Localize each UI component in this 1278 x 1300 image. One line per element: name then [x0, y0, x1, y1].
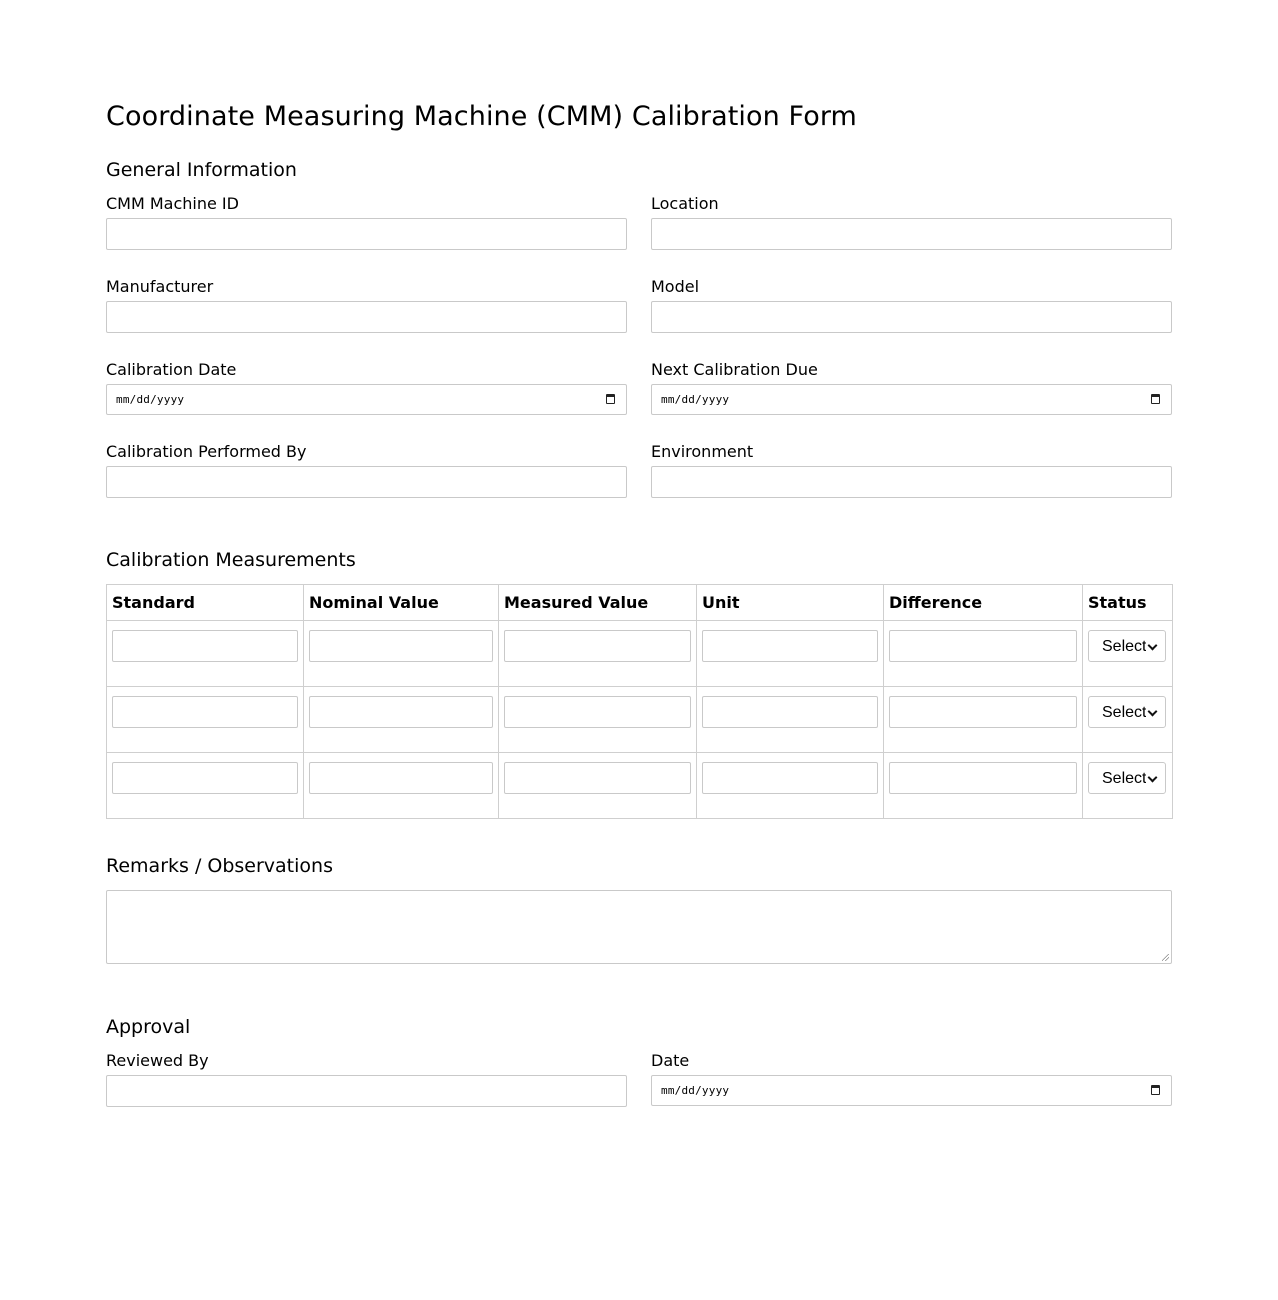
model-label: Model: [651, 277, 700, 296]
calendar-icon[interactable]: [1151, 394, 1160, 404]
cell-measured: [499, 753, 697, 819]
calibration-date-placeholder: mm/dd/yyyy: [116, 393, 185, 406]
difference-input[interactable]: [889, 630, 1077, 662]
status-select-value: Select: [1102, 704, 1146, 721]
next-due-placeholder: mm/dd/yyyy: [661, 393, 730, 406]
measurements-table: [106, 584, 1173, 819]
column-header-difference: Difference: [884, 585, 1083, 621]
difference-input[interactable]: [889, 762, 1077, 794]
cell-status: [1083, 687, 1173, 753]
column-header-measured: Measured Value: [499, 585, 697, 621]
performed-by-input[interactable]: [106, 466, 627, 498]
section-title-general: General Information: [106, 159, 297, 181]
field-calibration-date: [106, 360, 627, 415]
calibration-date-label: Calibration Date: [106, 360, 237, 379]
cell-difference: [884, 753, 1083, 819]
section-title-approval: Approval: [106, 1016, 191, 1038]
resize-handle-icon[interactable]: [1162, 954, 1169, 961]
chevron-down-icon: [1148, 641, 1158, 651]
unit-input[interactable]: [702, 762, 878, 794]
nominal-value-input[interactable]: [309, 762, 493, 794]
section-title-measurements: Calibration Measurements: [106, 549, 356, 571]
table-header-row: [107, 585, 1173, 621]
standard-input[interactable]: [112, 762, 298, 794]
status-select-value: Select: [1102, 770, 1146, 787]
cell-difference: [884, 687, 1083, 753]
column-header-nominal: Nominal Value: [304, 585, 499, 621]
standard-input[interactable]: [112, 696, 298, 728]
next-due-label: Next Calibration Due: [651, 360, 818, 379]
cell-nominal: [304, 621, 499, 687]
cell-measured: [499, 621, 697, 687]
next-due-input[interactable]: [651, 384, 1172, 415]
environment-input[interactable]: [651, 466, 1172, 498]
approval-date-input[interactable]: [651, 1075, 1172, 1106]
cell-standard: [107, 687, 304, 753]
cell-status: [1083, 621, 1173, 687]
column-header-status: Status: [1083, 585, 1173, 621]
cell-unit: [697, 753, 884, 819]
nominal-value-input[interactable]: [309, 630, 493, 662]
measured-value-input[interactable]: [504, 696, 691, 728]
cell-status: [1083, 753, 1173, 819]
unit-input[interactable]: [702, 630, 878, 662]
location-input[interactable]: [651, 218, 1172, 250]
cell-measured: [499, 687, 697, 753]
machine-id-label: CMM Machine ID: [106, 194, 239, 213]
status-select[interactable]: [1088, 762, 1166, 794]
manufacturer-input[interactable]: [106, 301, 627, 333]
calendar-icon[interactable]: [1151, 1085, 1160, 1095]
cell-difference: [884, 621, 1083, 687]
field-reviewed-by: [106, 1051, 627, 1107]
performed-by-label: Calibration Performed By: [106, 442, 307, 461]
approval-date-label: Date: [651, 1051, 690, 1070]
approval-date-placeholder: mm/dd/yyyy: [661, 1084, 730, 1097]
field-machine-id: [106, 194, 627, 250]
reviewed-by-input[interactable]: [106, 1075, 627, 1107]
difference-input[interactable]: [889, 696, 1077, 728]
measured-value-input[interactable]: [504, 762, 691, 794]
column-header-standard: Standard: [107, 585, 304, 621]
location-label: Location: [651, 194, 719, 213]
status-select[interactable]: [1088, 630, 1166, 662]
manufacturer-label: Manufacturer: [106, 277, 214, 296]
reviewed-by-label: Reviewed By: [106, 1051, 209, 1070]
field-performed-by: [106, 442, 627, 498]
cell-nominal: [304, 687, 499, 753]
calendar-icon[interactable]: [606, 394, 615, 404]
table-row: [107, 753, 1173, 819]
status-select-value: Select: [1102, 638, 1146, 655]
section-title-remarks: Remarks / Observations: [106, 855, 333, 877]
calibration-date-input[interactable]: [106, 384, 627, 415]
column-header-unit: Unit: [697, 585, 884, 621]
cell-standard: [107, 753, 304, 819]
status-select[interactable]: [1088, 696, 1166, 728]
field-model: [651, 277, 1172, 333]
standard-input[interactable]: [112, 630, 298, 662]
environment-label: Environment: [651, 442, 754, 461]
unit-input[interactable]: [702, 696, 878, 728]
remarks-textarea[interactable]: [106, 890, 1172, 964]
cell-standard: [107, 621, 304, 687]
field-next-due: [651, 360, 1172, 415]
model-input[interactable]: [651, 301, 1172, 333]
machine-id-input[interactable]: [106, 218, 627, 250]
table-row: [107, 621, 1173, 687]
field-manufacturer: [106, 277, 627, 333]
chevron-down-icon: [1148, 773, 1158, 783]
chevron-down-icon: [1148, 707, 1158, 717]
cell-unit: [697, 687, 884, 753]
page-title: Coordinate Measuring Machine (CMM) Calibration Form: [106, 101, 857, 132]
cell-nominal: [304, 753, 499, 819]
field-environment: [651, 442, 1172, 498]
nominal-value-input[interactable]: [309, 696, 493, 728]
cell-unit: [697, 621, 884, 687]
measured-value-input[interactable]: [504, 630, 691, 662]
field-approval-date: [651, 1051, 1172, 1106]
field-location: [651, 194, 1172, 250]
table-row: [107, 687, 1173, 753]
